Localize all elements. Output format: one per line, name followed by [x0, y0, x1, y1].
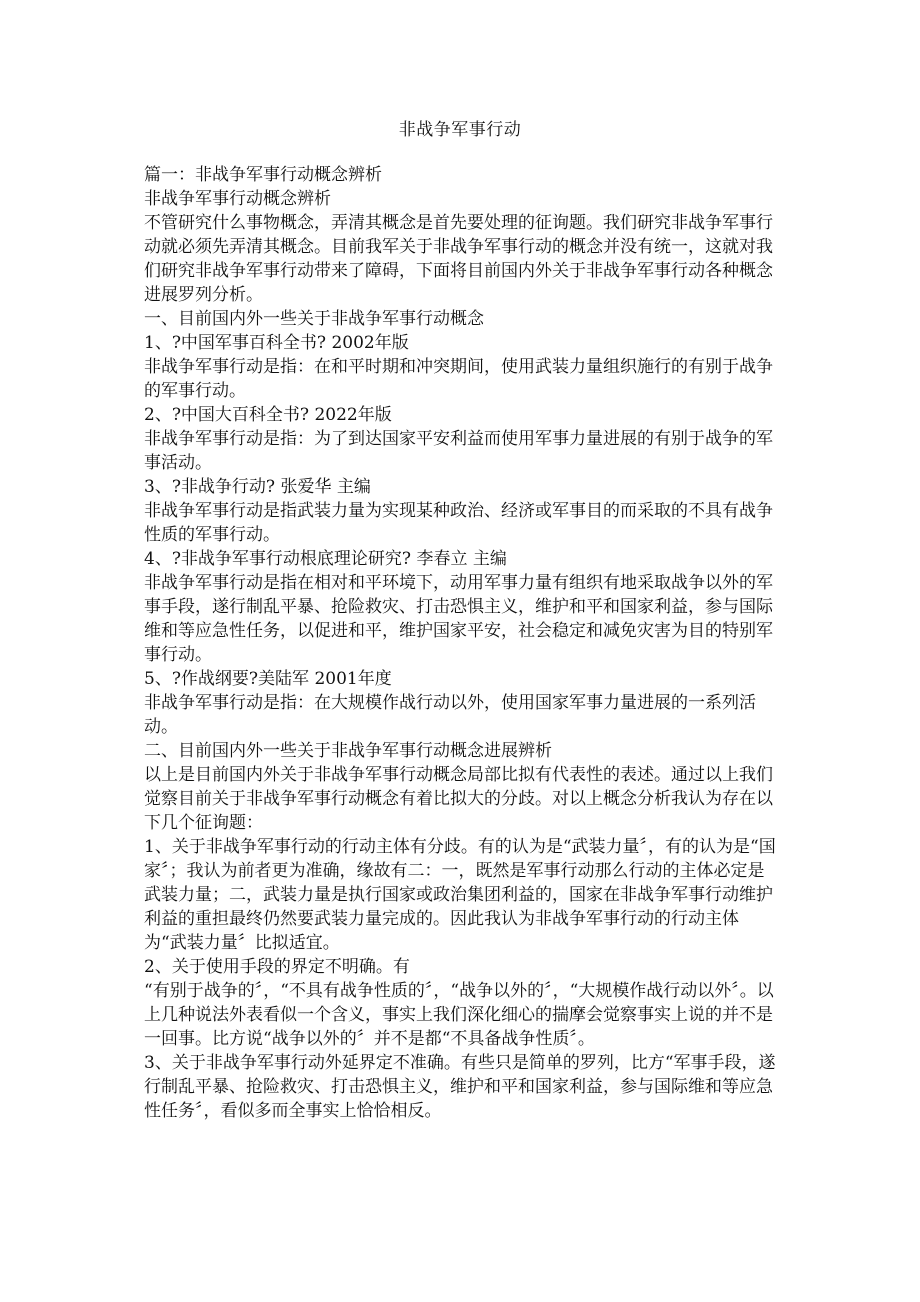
- document-title: 非战争军事行动: [398, 120, 522, 140]
- paragraph: 非战争军事行动是指：在和平时期和冲突期间，使用武装力量组织施行的有别于战争的军事行动。: [144, 357, 773, 401]
- paragraph: 非战争军事行动是指在相对和平环境下，动用军事力量有组织有地采取战争以外的军事手段，遂行制乱平暴、抢险救灾、打击恐惧主义，维护和平和国家利益，参与国际维和等应急性任务，以促进和平，维护国家平安，社会稳定和减免灾害为目的特别军事行动。: [144, 573, 773, 665]
- document-body: [144, 163, 776, 1123]
- paragraph: 3、?非战争行动? 张爱华 主编: [144, 477, 371, 497]
- paragraph: 3、关于非战争军事行动外延界定不准确。有些只是简单的罗列，比方“军事手段，遂行制乱平暴、抢险救灾、打击恐惧主义，维护和平和国家利益，参与国际维和等应急性任务〞，看似多而全事实上恰恰相反。: [144, 1053, 776, 1121]
- paragraph: 2、关于使用手段的界定不明确。有: [144, 957, 410, 977]
- paragraph: 1、关于非战争军事行动的行动主体有分歧。有的认为是“武装力量〞，有的认为是“国家〞；我认为前者更为准确，缘故有二：一，既然是军事行动那么行动的主体必定是武装力量；二，武装力量是执行国家或政治集团利益的，国家在非战争军事行动维护利益的重担最终仍然要武装力量完成的。因此我认为非战争军事行动的行动主体为“武装力量〞比拟适宜。: [144, 837, 776, 953]
- paragraph: 篇一：非战争军事行动概念辨析: [144, 165, 382, 185]
- paragraph: 不管研究什么事物概念，弄清其概念是首先要处理的征询题。我们研究非战争军事行动就必须先弄清其概念。目前我军关于非战争军事行动的概念并没有统一，这就对我们研究非战争军事行动带来了障碍，下面将目前国内外关于非战争军事行动各种概念进展罗列分析。: [144, 213, 773, 305]
- paragraph: 非战争军事行动是指：为了到达国家平安利益而使用军事力量进展的有别于战争的军事活动。: [144, 429, 773, 473]
- paragraph: 2、?中国大百科全书? 2022年版: [144, 405, 392, 425]
- paragraph: 非战争军事行动是指：在大规模作战行动以外，使用国家军事力量进展的一系列活动。: [144, 693, 756, 737]
- paragraph: 非战争军事行动概念辨析: [144, 189, 331, 209]
- paragraph: 1、?中国军事百科全书? 2002年版: [144, 333, 409, 353]
- paragraph: 5、?作战纲要?美陆军 2001年度: [144, 669, 392, 689]
- paragraph: “有别于战争的〞，“不具有战争性质的〞，“战争以外的〞，“大规模作战行动以外〞。以上几种说法外表看似一个含义，事实上我们深化细心的揣摩会觉察事实上说的并不是一回事。比方说“战争以外的〞并不是都“不具备战争性质〞。: [144, 981, 774, 1049]
- paragraph: 以上是目前国内外关于非战争军事行动概念局部比拟有代表性的表述。通过以上我们觉察目前关于非战争军事行动概念有着比拟大的分歧。对以上概念分析我认为存在以下几个征询题：: [144, 765, 773, 833]
- paragraph: 二、目前国内外一些关于非战争军事行动概念进展辨析: [144, 741, 552, 761]
- paragraph: 一、目前国内外一些关于非战争军事行动概念: [144, 309, 484, 329]
- paragraph: 4、?非战争军事行动根底理论研究? 李春立 主编: [144, 549, 507, 569]
- paragraph: 非战争军事行动是指武装力量为实现某种政治、经济或军事目的而采取的不具有战争性质的军事行动。: [144, 501, 773, 545]
